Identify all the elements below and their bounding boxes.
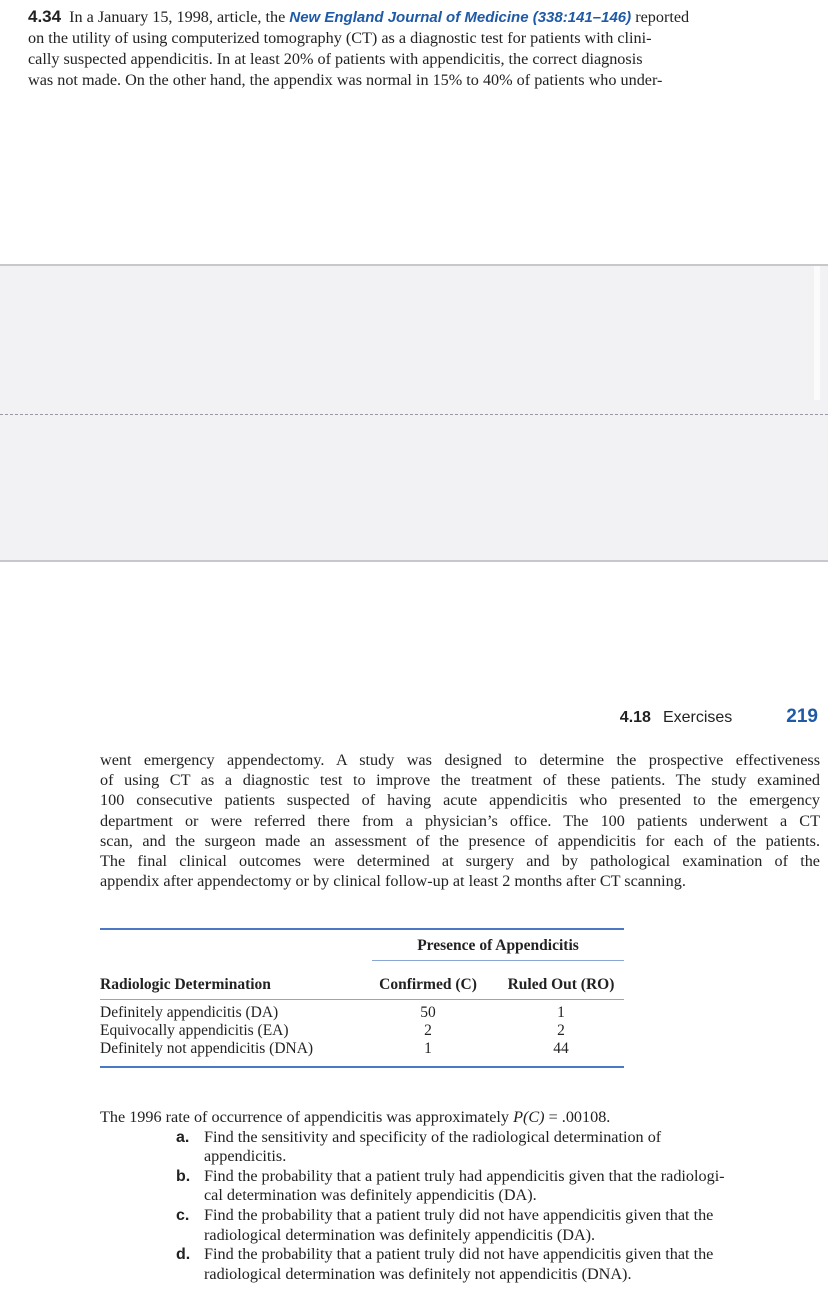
table-column-header-row [100,975,624,995]
question-list [100,1108,820,1284]
question-item-a [100,1128,820,1167]
paragraph-line: was not made. On the other hand, the appendix was normal in 15% to 40% of patients who under- [28,71,663,89]
paragraph-line: appendix after appendectomy or by clinical follow-up at least 2 months after CT scanning. [100,872,686,891]
question-line: appendicitis. [204,1147,287,1166]
paragraph-line: department or were referred there from a physician’s office. The 100 patients underwent a CT [100,811,820,830]
journal-citation: New England Journal of Medicine (338:141–146) [289,9,632,26]
row-label: Definitely not appendicitis (DNA) [100,1040,314,1057]
question-letter: c. [176,1206,190,1224]
page-number: 219 [786,706,818,727]
section-title: Exercises [662,709,733,726]
paragraph-line: on the utility of using computerized tomography (CT) as a diagnostic test for patients with clini- [28,29,652,47]
header-rule [100,999,624,1000]
question-letter: b. [176,1167,191,1185]
continuation-paragraph [100,750,820,891]
exercise-number: 4.34 [28,7,62,26]
question-letter: a. [176,1128,190,1146]
table-body [100,1004,624,1058]
table-row [100,1022,624,1040]
question-line: radiological determination was definitely not appendicitis (DNA). [204,1264,632,1283]
cell-ruled-out: 2 [557,1022,565,1039]
group-header-rule [372,960,624,961]
table-bottom-rule [100,1066,624,1068]
question-line: Find the sensitivity and specificity of the radiological determination of [204,1127,662,1146]
table-row [100,1040,624,1058]
question-line: cal determination was definitely appendicitis (DA). [204,1186,537,1205]
page-edge-highlight [814,266,820,400]
paragraph-line: cally suspected appendicitis. In at least 20% of patients with appendicitis, the correct diagnosis [28,50,643,68]
question-line: radiological determination was definitely appendicitis (DA). [204,1225,596,1244]
line-text: reported [635,8,690,26]
paragraph-line: The final clinical outcomes were determined at surgery and by pathological examination of the [100,852,820,871]
paragraph-line: went emergency appendectomy. A study was designed to determine the prospective effectiveness [100,751,820,769]
intro-text: The 1996 rate of occurrence of appendicitis was approximately [100,1108,510,1126]
page-break-dashed-line [0,414,828,415]
row-label: Definitely appendicitis (DA) [100,1004,279,1021]
paragraph-line: scan, and the surgeon made an assessment of the presence of appendicitis for each of the patients. [100,831,820,850]
cell-confirmed: 50 [420,1004,436,1021]
paragraph-line [28,6,818,28]
question-item-b [100,1167,820,1206]
row-label: Equivocally appendicitis (EA) [100,1022,289,1039]
paragraph-line: of using CT as a diagnostic test to improve the treatment of these patients. The study examined [100,771,820,790]
column-header-ruled-out: Ruled Out (RO) [507,976,615,993]
cell-ruled-out: 1 [557,1004,565,1021]
page-break-gap [0,264,828,562]
question-line: Find the probability that a patient truly did not have appendicitis given that the [204,1245,714,1264]
running-head [620,706,818,732]
exercise-intro-paragraph [28,6,818,91]
table-group-header-row [100,936,624,956]
intro-value: = .00108. [548,1108,611,1126]
line-text: In a January 15, 1998, article, the [69,8,286,26]
appendicitis-table [100,928,624,1068]
table-row [100,1004,624,1022]
question-letter: d. [176,1246,191,1264]
question-line: Find the probability that a patient truly did not have appendicitis given that the [204,1205,714,1224]
question-item-c [100,1206,820,1245]
group-header: Presence of Appendicitis [417,937,579,954]
column-header-confirmed: Confirmed (C) [379,976,477,993]
question-intro [100,1108,820,1128]
row-header: Radiologic Determination [100,976,271,993]
table-top-rule [100,928,624,930]
question-item-d [100,1245,820,1284]
question-line: Find the probability that a patient truly had appendicitis given that the radiologi- [204,1166,725,1185]
cell-confirmed: 1 [424,1040,432,1057]
cell-confirmed: 2 [424,1022,432,1039]
cell-ruled-out: 44 [553,1040,569,1057]
paragraph-line: 100 consecutive patients suspected of having acute appendicitis who presented to the emergency [100,791,820,810]
probability-expression: P(C) [513,1108,545,1126]
section-number: 4.18 [619,709,651,726]
